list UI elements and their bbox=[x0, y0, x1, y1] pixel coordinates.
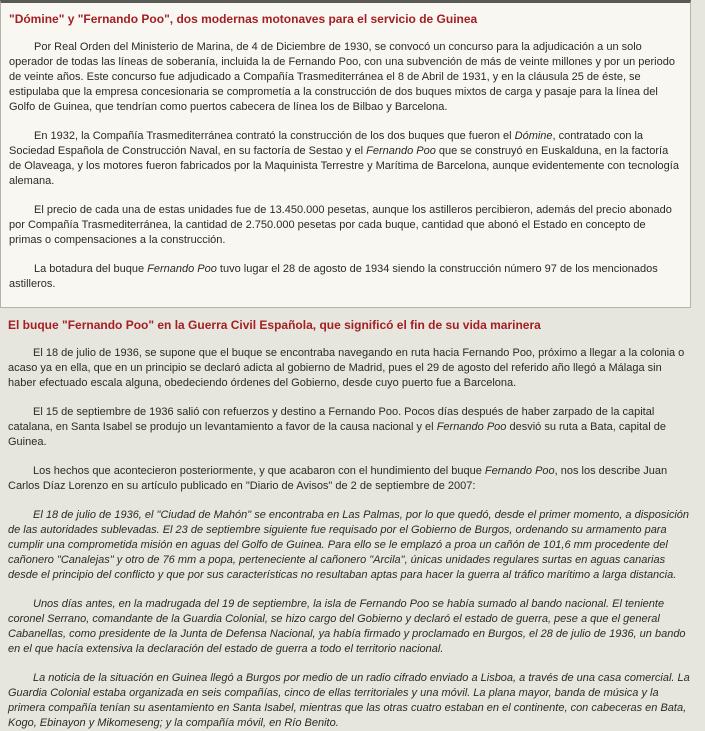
section-motonaves-box bbox=[0, 0, 691, 308]
para-contrato-1932: En 1932, la Compañía Trasmediterránea contrató la construcción de los dos buques que fueron el Dómine, contratado con la Sociedad Española de Construcción Naval, en su factoría de Sestao y el Fernando Poo que se construyó en Euskalduna, en la factoría de Olaveaga, y los motores fueron fabricados por la Maquinista Terrestre y Marítima de Barcelona, aunque evidentemente con tecnología alemana. bbox=[9, 130, 679, 187]
quote-19-septiembre: Unos días antes, en la madrugada del 19 de septiembre, la isla de Fernando Poo se había sumado al bando nacional. El teniente coronel Serrano, comandante de la Guardia Colonial, se hizo cargo del Gobierno y declaró el estado de guerra, pese a que el general Cabanellas, como presidente de la Junta de Defensa Nacional, ya había firmado y proclamado en Burgos, el 28 de julio de 1936, un bando en el que hacía extensiva la declaración del estado de guerra a todo el territorio nacional. bbox=[8, 598, 686, 655]
quote-ciudad-de-mahon: El 18 de julio de 1936, el "Ciudad de Mahón" se encontraba en Las Palmas, por lo que quedó, desde el primer momento, a disposición de las autoridades sublevadas. El 23 de septiembre siguiente fue requisado por el Gobierno de Burgos, ordenando su armamento para cumplir una comprometida misión en aguas del Golfo de Guinea. Para ello se le emplazó a proa un cañón de 101,6 mm procedente del cañonero "Canalejas" y otro de 76 mm a popa, perteneciente al cañonero "Arcila", únicas unidades regulares surtas en aguas canarias desde el principio del conflicto y que por sus características no resultaban aptas para hacer la guerra al tráfico marítimo a larga distancia. bbox=[8, 509, 689, 581]
para-hechos-posteriores: Los hechos que acontecieron posteriormente, y que acabaron con el hundimiento del buque Fernando Poo, nos los describe Juan Carlos Díaz Lorenzo en su artículo publicado en "Diario de Avisos" de 2 de septiembre de 2007: bbox=[8, 465, 668, 492]
para-real-orden-1930: Por Real Orden del Ministerio de Marina, de 4 de Diciembre de 1930, se convocó un concurso para la adjudicación a un solo operador de todas las líneas de soberanía, incluida la de Fernando Poo, con una subvención de más de veinte millones y por un periodo de veinte años. Este concurso fue adjudicado a Compañía Trasmediterránea el 8 de Abril de 1931, y en la cláusula 25 de éste, se estipulaba que la empresa concesionaria se comprometía a la construcción de dos buques mixtos de carga y pasaje para la línea del Golfo de Guinea, que tendrían como puertos cabecera de línea los de Bilbao y Barcelona. bbox=[9, 41, 675, 113]
para-precio-unidades: El precio de cada una de estas unidades fue de 13.450.000 pesetas, aunque los astilleros percibieron, además del precio abonado por Compañía Trasmediterránea, la cantidad de 2.750.000 pesetas por cada buque, cantidad que abonó el Estado en concepto de primas o compensaciones a la construcción. bbox=[9, 204, 672, 246]
section1-heading: "Dómine" y "Fernando Poo", dos modernas motonaves para el servicio de Guinea bbox=[9, 12, 478, 26]
section2-heading: El buque "Fernando Poo" en la Guerra Civil Española, que significó el fin de su vida marinera bbox=[8, 318, 541, 332]
para-18-julio-1936: El 18 de julio de 1936, se supone que el buque se encontraba navegando en ruta hacia Fernando Poo, próximo a llegar a la colonia o acaso ya en ella, que en un principio se declaró adicta al gobierno de Madrid, pues el 29 de agosto del referido año llegó a Málaga sin haber efectuado escala alguna, obedeciendo órdenes del Gobierno, desde cuyo puerto fue a Barcelona. bbox=[8, 347, 685, 389]
section-guerra-civil bbox=[0, 318, 705, 731]
quote-noticia-guinea: La noticia de la situación en Guinea llegó a Burgos por medio de un radio cifrado enviado a Lisboa, a través de una casa comercial. La Guardia Colonial estaba organizada en seis compañías, cinco de ellas territoriales y una móvil. La plana mayor, banda de música y la primera compañía tenían su asentamiento en Santa Isabel, mientras que las otras cuatro estaban en el continente, con cabeceras en Bata, Kogo, Ebinayon y Mikomeseng; y la compañía móvil, en Río Benito. bbox=[8, 672, 690, 729]
para-botadura-1934: La botadura del buque Fernando Poo tuvo lugar el 28 de agosto de 1934 siendo la construcción número 97 de los mencionados astilleros. bbox=[9, 263, 658, 290]
para-15-septiembre-1936: El 15 de septiembre de 1936 salió con refuerzos y destino a Fernando Poo. Pocos días después de haber zarpado de la capital catalana, en Santa Isabel se produjo un levantamiento a favor de la causa nacional y el Fernando Poo desvió su ruta a Bata, capital de Guinea. bbox=[8, 406, 667, 448]
